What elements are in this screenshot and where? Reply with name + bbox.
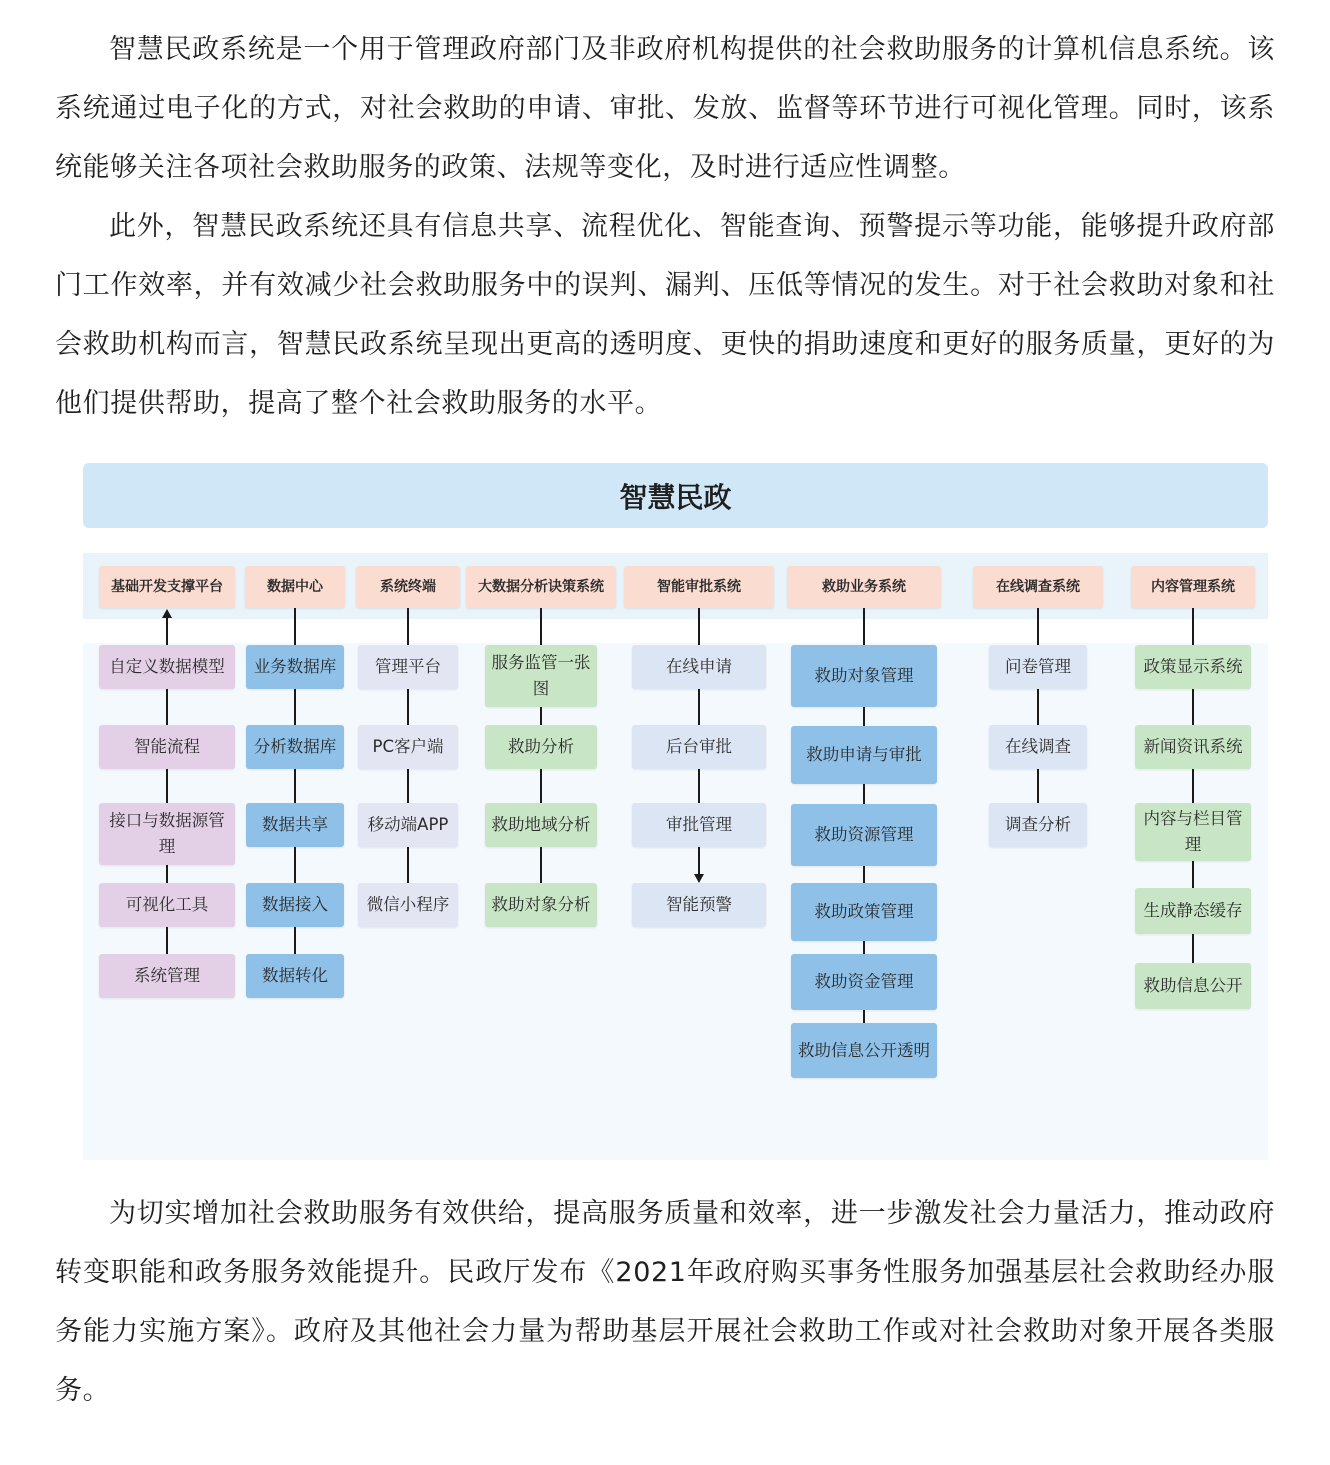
module-node: 救助分析	[485, 725, 597, 769]
connector-line	[863, 941, 865, 954]
connector-line	[698, 689, 700, 725]
connector-line	[166, 617, 168, 645]
module-node: 救助资源管理	[791, 804, 937, 866]
connector-line	[1192, 689, 1194, 725]
connector-line	[166, 865, 168, 883]
module-node: 救助对象分析	[485, 883, 597, 927]
connector-line	[698, 608, 700, 645]
connector-line	[1192, 769, 1194, 803]
connector-line	[698, 847, 700, 875]
module-node: 救助地域分析	[485, 803, 597, 847]
connector-line	[698, 769, 700, 803]
category-header: 系统终端	[356, 566, 460, 608]
features-paragraph: 此外，智慧民政系统还具有信息共享、流程优化、智能查询、预警提示等功能，能够提升政府部门工作效率，并有效减少社会救助服务中的误判、漏判、压低等情况的发生。对于社会救助对象和社会救助机构而言，智慧民政系统呈现出更高的透明度、更快的捐助速度和更好的服务质量，更好的为他们提供帮助，提高了整个社会救助服务的水平。	[55, 211, 1275, 419]
connector-line	[1037, 769, 1039, 803]
module-node: 数据共享	[246, 803, 344, 847]
module-node: 系统管理	[99, 954, 235, 998]
module-node: 数据接入	[246, 883, 344, 927]
module-node: 接口与数据源管理	[99, 803, 235, 865]
module-node: 救助对象管理	[791, 645, 937, 707]
connector-line	[294, 769, 296, 803]
module-node: 管理平台	[358, 645, 458, 689]
connector-line	[540, 769, 542, 803]
module-node: 审批管理	[632, 803, 766, 847]
connector-line	[1192, 861, 1194, 888]
module-node: 在线调查	[989, 725, 1087, 769]
policy-paragraph: 为切实增加社会救助服务有效供给，提高服务质量和效率，进一步激发社会力量活力，推动政府转变职能和政务服务效能提升。民政厅发布《2021年政府购买事务性服务加强基层社会救助经办服务能力实施方案》。政府及其他社会力量为帮助基层开展社会救助工作或对社会救助对象开展各类服务。	[55, 1198, 1275, 1406]
module-node: 微信小程序	[358, 883, 458, 927]
module-node: 调查分析	[989, 803, 1087, 847]
module-node: 数据转化	[246, 954, 344, 998]
module-node: 问卷管理	[989, 645, 1087, 689]
arrow-up-icon	[162, 609, 172, 618]
module-node: 生成静态缓存	[1135, 888, 1251, 934]
connector-line	[1192, 934, 1194, 963]
connector-line	[540, 707, 542, 725]
connector-line	[863, 1010, 865, 1023]
module-node: 分析数据库	[246, 725, 344, 769]
connector-line	[294, 689, 296, 725]
module-node: 内容与栏目管理	[1135, 803, 1251, 861]
connector-line	[863, 784, 865, 804]
connector-line	[407, 608, 409, 645]
connector-line	[1037, 689, 1039, 725]
connector-line	[407, 847, 409, 883]
module-node: 在线申请	[632, 645, 766, 689]
module-node: 救助政策管理	[791, 883, 937, 941]
connector-line	[294, 927, 296, 954]
module-node: 服务监管一张图	[485, 645, 597, 707]
connector-line	[863, 707, 865, 726]
connector-line	[1037, 608, 1039, 645]
category-header: 基础开发支撑平台	[99, 566, 235, 608]
module-node: 智能预警	[632, 883, 766, 927]
system-architecture-diagram	[75, 455, 1275, 1160]
module-node: 救助申请与审批	[791, 726, 937, 784]
module-node: 救助资金管理	[791, 954, 937, 1010]
connector-line	[294, 608, 296, 645]
module-node: 政策显示系统	[1135, 645, 1251, 689]
connector-line	[863, 866, 865, 883]
arrow-down-icon	[694, 874, 704, 883]
module-node: 新闻资讯系统	[1135, 725, 1251, 769]
module-node: 可视化工具	[99, 883, 235, 927]
connector-line	[166, 689, 168, 725]
diagram-title: 智慧民政	[83, 463, 1268, 528]
intro-paragraph: 智慧民政系统是一个用于管理政府部门及非政府机构提供的社会救助服务的计算机信息系统。该系统通过电子化的方式，对社会救助的申请、审批、发放、监督等环节进行可视化管理。同时，该系统能够关注各项社会救助服务的政策、法规等变化，及时进行适应性调整。	[55, 34, 1275, 183]
module-node: 救助信息公开	[1135, 963, 1251, 1009]
module-node: 业务数据库	[246, 645, 344, 689]
category-header: 救助业务系统	[787, 566, 941, 608]
connector-line	[863, 608, 865, 645]
connector-line	[407, 689, 409, 725]
connector-line	[407, 769, 409, 803]
category-header: 智能审批系统	[624, 566, 774, 608]
category-header: 大数据分析诀策系统	[466, 566, 616, 608]
connector-line	[540, 608, 542, 645]
category-header: 内容管理系统	[1131, 566, 1255, 608]
connector-line	[166, 927, 168, 954]
module-node: 自定义数据模型	[99, 645, 235, 689]
category-header: 在线调查系统	[973, 566, 1103, 608]
module-node: 智能流程	[99, 725, 235, 769]
connector-line	[166, 769, 168, 803]
category-header: 数据中心	[245, 566, 345, 608]
module-node: 救助信息公开透明	[791, 1023, 937, 1078]
module-node: 后台审批	[632, 725, 766, 769]
module-node: PC客户端	[358, 725, 458, 769]
connector-line	[1192, 608, 1194, 645]
connector-line	[294, 847, 296, 883]
connector-line	[540, 847, 542, 883]
module-node: 移动端APP	[358, 803, 458, 847]
